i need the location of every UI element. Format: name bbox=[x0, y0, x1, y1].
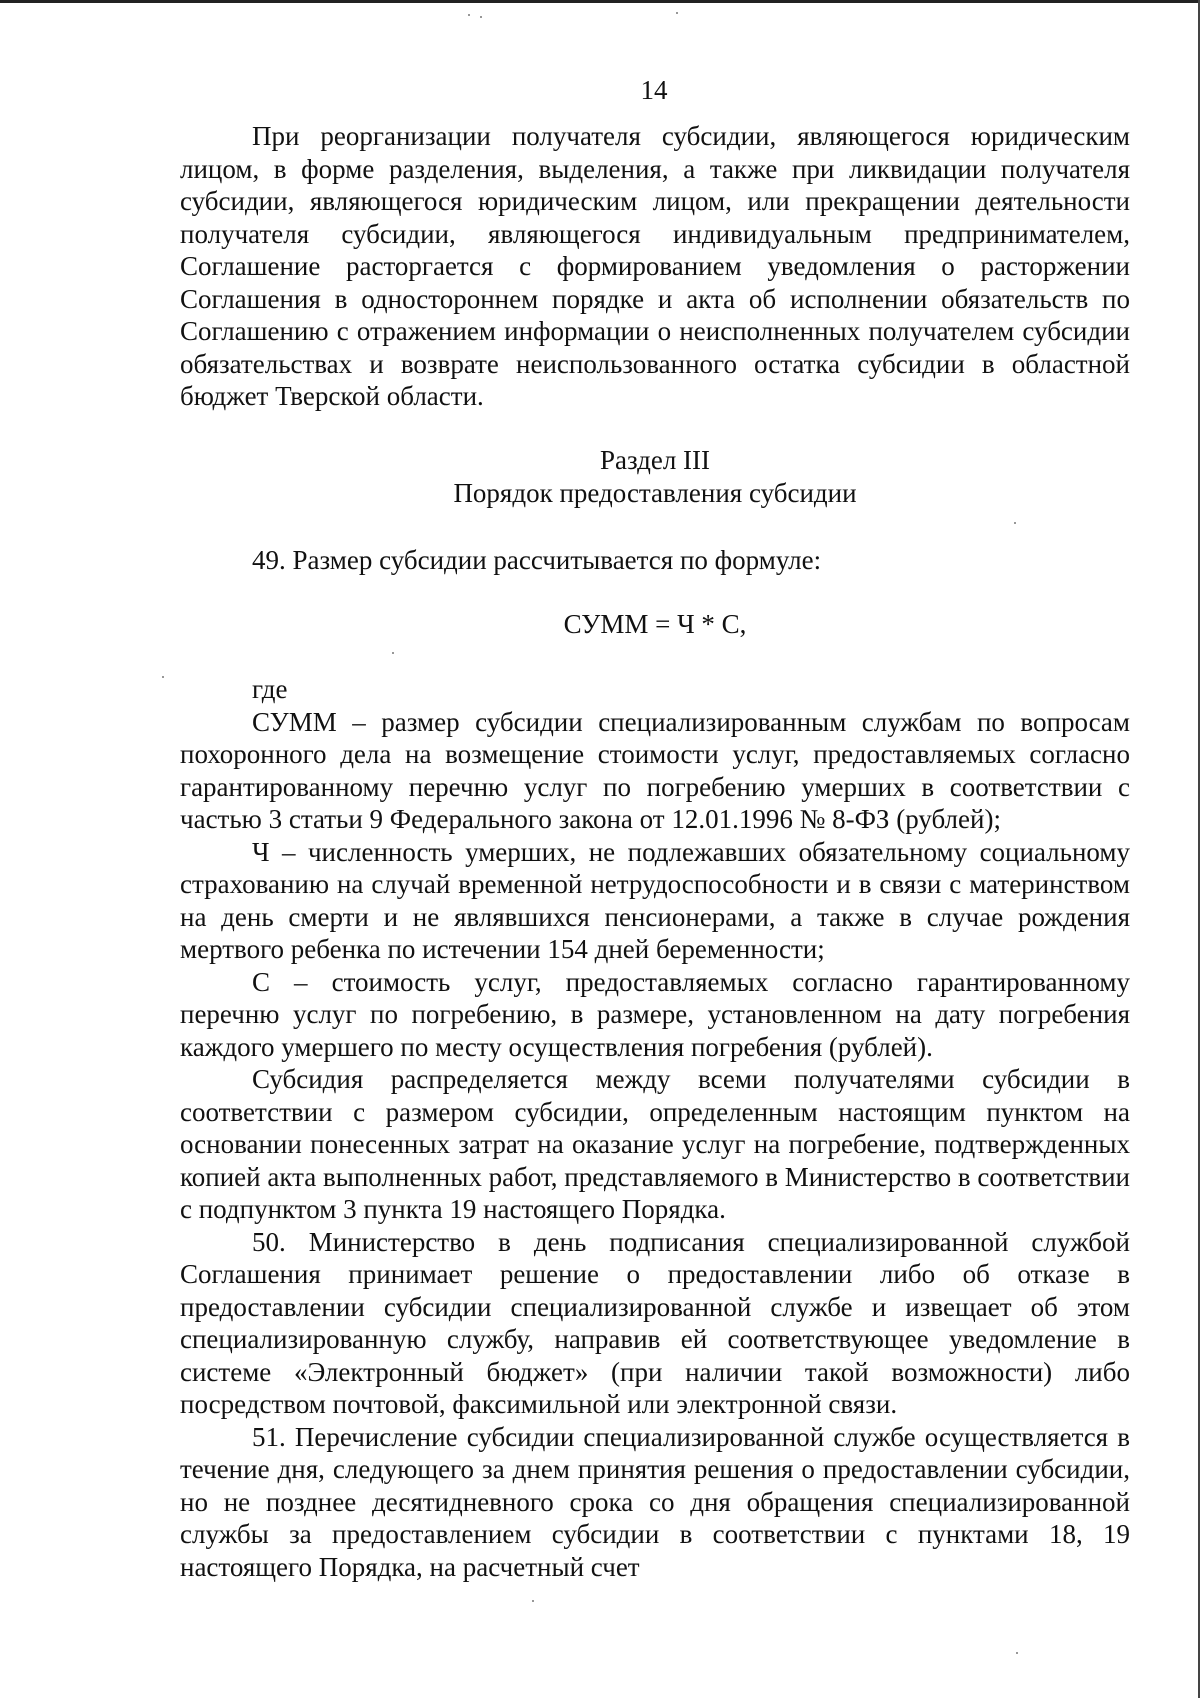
scan-speck bbox=[1016, 1652, 1018, 1654]
definition-summ: СУММ – размер субсидии специализированным службам по вопросам похоронного дела на возмещение стоимости услуг, предоставляемых согласно гарантированному перечню услуг по погребению умерших в соответствии с частью 3 статьи 9 Федерального закона от 12.01.1996 № 8-ФЗ (рублей); bbox=[180, 706, 1130, 834]
scan-edge-top bbox=[0, 0, 1200, 3]
definition-s: С – стоимость услуг, предоставляемых согласно гарантированному перечню услуг по погребению, в размере, установленном на дату погребения каждого умершего по месту осуществления погребения (рублей). bbox=[180, 966, 1130, 1062]
section-title: Порядок предоставления субсидии bbox=[453, 477, 857, 508]
scan-speck bbox=[480, 16, 482, 18]
definitions-block bbox=[180, 673, 1130, 1583]
scan-speck bbox=[532, 1600, 534, 1602]
item49-intro: 49. Размер субсидии рассчитывается по формуле: bbox=[252, 545, 822, 575]
scan-speck bbox=[392, 652, 394, 654]
scan-speck bbox=[162, 676, 164, 678]
intro-block bbox=[180, 120, 1130, 413]
scan-speck bbox=[468, 14, 470, 16]
scan-speck bbox=[1014, 522, 1016, 524]
intro-paragraph: При реорганизации получателя субсидии, являющегося юридическим лицом, в форме разделения, выделения, а также при ликвидации получателя субсидии, являющегося юридическим лицом, или прекращении деятельности получателя субсидии, являющегося индивидуальным предпринимателем, Соглашение расторгается с формированием уведомления о расторжении Соглашения в одностороннем порядке и акта об исполнении обязательств по Соглашению с отражением информации о неисполненных получателем субсидии обязательствах и возврате неиспользованного остатка субсидии в областной бюджет Тверской области. bbox=[180, 121, 1130, 411]
section-heading bbox=[180, 444, 1130, 509]
item51-paragraph: 51. Перечисление субсидии специализированной службе осуществляется в течение дня, следующего за днем принятия решения о предоставлении субсидии, но не позднее десятидневного срока со дня обращения специализированной службы за предоставлением субсидии в соответствии с пунктами 18, 19 настоящего Порядка, на расчетный счет bbox=[180, 1421, 1130, 1582]
formula: СУММ = Ч * С, bbox=[563, 609, 747, 639]
scan-speck bbox=[676, 12, 678, 14]
where-label: где bbox=[252, 674, 288, 704]
item49-block bbox=[180, 544, 1130, 577]
section-number: Раздел III bbox=[599, 445, 711, 475]
item50-paragraph: 50. Министерство в день подписания специализированной службой Соглашения принимает решение о предоставлении либо об отказе в предоставлении субсидии специализированной службе и извещает об этом специализированную службу, направив ей соответствующее уведомление в системе «Электронный бюджет» (при наличии такой возможности) либо посредством почтовой, факсимильной или электронной связи. bbox=[180, 1226, 1130, 1419]
page-number: 14 bbox=[640, 75, 668, 105]
distribution-paragraph: Субсидия распределяется между всеми получателями субсидии в соответствии с размером субсидии, определенным настоящим пунктом на основании понесенных затрат на оказание услуг на погребение, подтвержденных копией акта выполненных работ, представляемого в Министерство в соответствии с подпунктом 3 пункта 19 настоящего Порядка. bbox=[180, 1064, 1130, 1224]
definition-ch: Ч – численность умерших, не подлежавших обязательному социальному страхованию на случай временной нетрудоспособности и в связи с материнством на день смерти и не являвшихся пенсионерами, а также в случае рождения мертвого ребенка по истечении 154 дней беременности; bbox=[180, 836, 1130, 964]
